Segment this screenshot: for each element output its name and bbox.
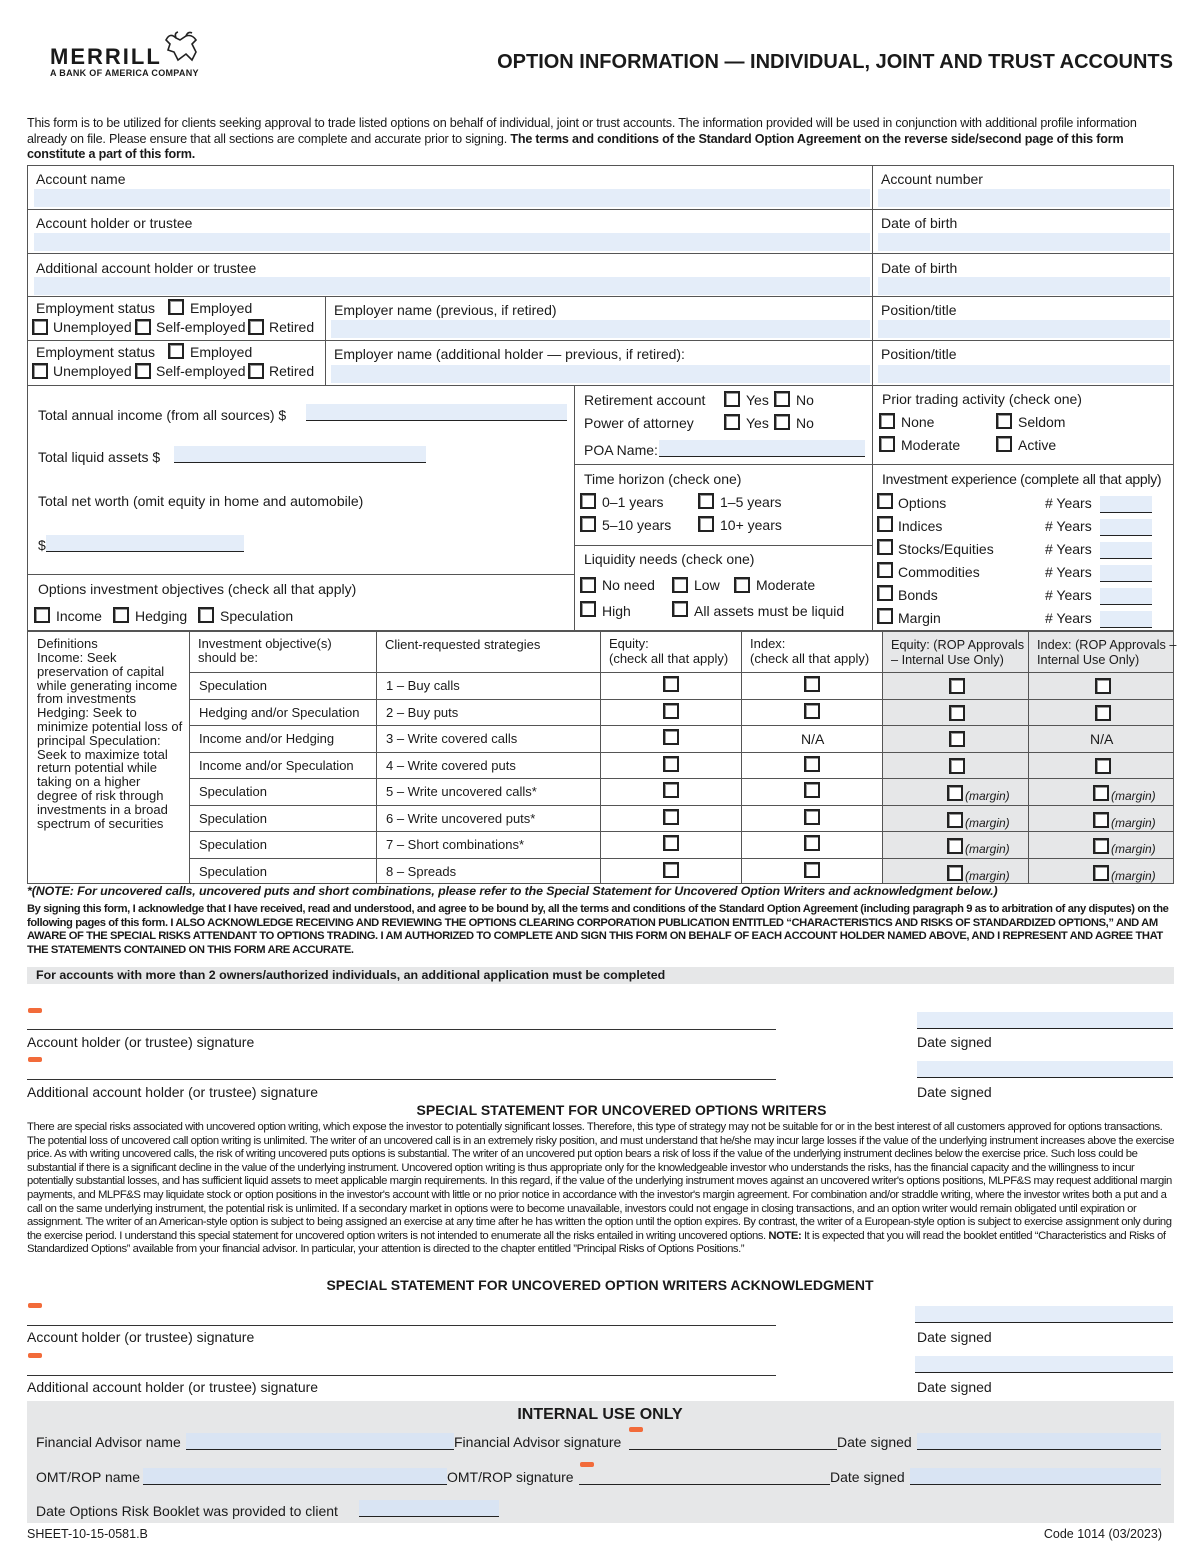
years-field[interactable] (1100, 565, 1152, 582)
self-employed-checkbox[interactable] (135, 319, 151, 335)
index-strategy-checkbox[interactable] (804, 782, 820, 798)
horizon-5-10-label: 5–10 years (602, 517, 672, 533)
fa-date-field[interactable] (917, 1433, 1161, 1450)
prior-none-checkbox[interactable] (879, 413, 895, 429)
special-statement-title: SPECIAL STATEMENT FOR UNCOVERED OPTIONS WRITERS (416, 1102, 827, 1118)
ack-holder-signature-label: Account holder (or trustee) signature (27, 1329, 255, 1345)
sign-here-flag-5 (629, 1427, 643, 1432)
poa-no-checkbox[interactable] (774, 414, 790, 430)
equity-rop-column-header: Equity: (ROP Approvals – Internal Use Only) (891, 638, 1025, 667)
fa-signature-label: Financial Advisor signature (454, 1434, 622, 1450)
strategy-cell: 1 – Buy calls (386, 678, 460, 693)
equity-margin-label: (margin) (965, 816, 1010, 830)
poa-yes-label: Yes (746, 415, 769, 431)
employed-label: Employed (190, 300, 253, 316)
objective-cell: Speculation (199, 784, 267, 799)
years-field[interactable] (1100, 519, 1152, 536)
index-margin-label: (margin) (1111, 789, 1156, 803)
unemployed-label: Unemployed (53, 319, 132, 335)
employed-label-2: Employed (190, 344, 253, 360)
speculation-objective-checkbox[interactable] (198, 607, 214, 623)
index-strategy-checkbox[interactable] (804, 862, 820, 878)
poa-yes-checkbox[interactable] (724, 414, 740, 430)
liquidity-no-need-label: No need (602, 577, 655, 593)
additional-application-text: For accounts with more than 2 owners/authorized individuals, an additional application must be completed (36, 968, 666, 982)
equity-rop-checkbox[interactable] (949, 731, 965, 747)
index-rop-checkbox[interactable] (1095, 758, 1111, 774)
liquidity-low-label: Low (694, 577, 720, 593)
objective-cell: Speculation (199, 811, 267, 826)
sign-here-flag-3 (28, 1303, 42, 1308)
years-label: # Years (1045, 541, 1092, 557)
prior-none-label: None (901, 414, 935, 430)
hedging-objective-checkbox[interactable] (113, 607, 129, 623)
retired-label-2: Retired (269, 363, 315, 379)
years-label: # Years (1045, 587, 1092, 603)
equity-strategy-checkbox[interactable] (663, 782, 679, 798)
dob2-field[interactable] (878, 277, 1170, 295)
index-column-subheader: (check all that apply) (750, 651, 870, 666)
intro-paragraph (27, 116, 1173, 163)
table-row-divider (189, 699, 1174, 700)
definitions-title: Definitions (37, 636, 98, 651)
add-holder-date-label: Date signed (917, 1084, 992, 1100)
account-name-field[interactable] (34, 189, 870, 207)
dob1-field[interactable] (878, 233, 1170, 251)
index-strategy-checkbox[interactable] (804, 809, 820, 825)
uncovered-note: *(NOTE: For uncovered calls, uncovered puts and short combinations, please refer to the Special Statement for Uncovered Option Writers and acknowledgment below.) (27, 884, 998, 898)
equity-rop-margin-checkbox[interactable] (947, 785, 963, 801)
years-label: # Years (1045, 564, 1092, 580)
holder-date-label: Date signed (917, 1034, 992, 1050)
special-statement-body (27, 1121, 1175, 1257)
experience-item-label: Margin (898, 610, 941, 626)
income-objective-label: Income (56, 608, 102, 624)
equity-strategy-checkbox[interactable] (663, 676, 679, 692)
self-employed-checkbox-2[interactable] (135, 363, 151, 379)
equity-margin-label: (margin) (965, 842, 1010, 856)
omt-signature-label: OMT/ROP signature (447, 1469, 574, 1485)
index-rop-checkbox[interactable] (1095, 705, 1111, 721)
liquid-assets-field[interactable] (174, 446, 426, 463)
acknowledgment-title: SPECIAL STATEMENT FOR UNCOVERED OPTION WRITERS ACKNOWLEDGMENT (326, 1277, 874, 1293)
experience-checkbox[interactable] (877, 516, 893, 532)
horizon-10-plus-checkbox[interactable] (698, 516, 714, 532)
strategy-cell: 4 – Write covered puts (386, 758, 516, 773)
net-worth-dollar: $ (38, 537, 46, 553)
intro-bold-text: The terms and conditions of the Standard Option Agreement on the reverse side/second page of this form constitute a part of this form. (27, 131, 1124, 161)
retirement-no-label: No (796, 392, 814, 408)
prior-moderate-checkbox[interactable] (879, 436, 895, 452)
omt-signature-field[interactable] (579, 1468, 830, 1485)
acknowledgment-text: By signing this form, I acknowledge that I have received, read and understood, and agree to be bound by, all the terms and conditions of the Standard Option Agreement (including paragraph 9 as to arbitration of any disputes) on the following pages of this form. I ALSO ACKNOWLEDGE RECEIVING AND REVIEWING THE OPTIONS CLEARING CORPORATION PUBLICATION ENTITLED “CHARACTERISTICS AND RISKS OF STANDARDIZED OPTIONS,” AND AM AWARE OF THE SPECIAL RISKS ATTENDANT TO OPTIONS TRADING. I AM AUTHORIZED TO COMPLETE AND SIGN THIS FORM ON BEHALF OF EACH ACCOUNT HOLDER NAMED ABOVE, AND I REPRESENT AND AGREE THAT THE STATEMENTS CONTAINED ON THIS FORM ARE ACCURATE. (27, 903, 1169, 956)
time-horizon-label: Time horizon (check one) (584, 471, 742, 487)
table-column-divider (882, 631, 883, 884)
retirement-yes-label: Yes (746, 392, 769, 408)
net-worth-label: Total net worth (omit equity in home and automobile) (38, 493, 364, 509)
prior-trading-label: Prior trading activity (check one) (882, 391, 1082, 407)
definitions-text: Income: Seek preservation of capital while generating income from investments Hedging: Seek to minimize potential loss of principal Speculation: Seek to maximize total return potential while taking on a higher degree of risk through investments in a broad spectrum of securities (37, 650, 183, 831)
brand-name: MERRILL (50, 44, 162, 69)
equity-strategy-checkbox[interactable] (663, 809, 679, 825)
strategy-cell: 6 – Write uncovered puts* (386, 811, 536, 826)
ack-add-holder-signature-line[interactable] (27, 1375, 776, 1376)
strategy-cell: 3 – Write covered calls (386, 731, 518, 746)
years-label: # Years (1045, 610, 1092, 626)
liquidity-moderate-label: Moderate (756, 577, 816, 593)
table-row-divider (189, 672, 1174, 673)
employer2-label: Employer name (additional holder — previous, if retired): (334, 346, 685, 362)
equity-strategy-checkbox[interactable] (663, 703, 679, 719)
fa-name-field[interactable] (186, 1433, 454, 1450)
account-name-label: Account name (36, 171, 126, 187)
table-row-divider (189, 752, 1174, 753)
experience-item-label: Indices (898, 518, 943, 534)
equity-margin-label: (margin) (965, 869, 1010, 883)
brand-subtitle: A BANK OF AMERICA COMPANY (50, 68, 199, 78)
position2-field[interactable] (878, 365, 1170, 383)
form-code: Code 1014 (03/2023) (1043, 1527, 1162, 1541)
liquidity-high-label: High (602, 603, 631, 619)
holder-signature-label: Account holder (or trustee) signature (27, 1034, 255, 1050)
sign-here-flag (28, 1008, 42, 1013)
add-holder-signature-label: Additional account holder (or trustee) signature (27, 1084, 319, 1100)
strategy-cell: 2 – Buy puts (386, 705, 459, 720)
position1-field[interactable] (878, 320, 1170, 338)
account-number-field[interactable] (878, 189, 1170, 207)
experience-checkbox[interactable] (877, 585, 893, 601)
omt-date-field[interactable] (910, 1468, 1161, 1485)
fa-signature-field[interactable] (629, 1433, 837, 1450)
index-rop-margin-checkbox[interactable] (1093, 785, 1109, 801)
ack-holder-date-field[interactable] (915, 1306, 1173, 1323)
years-field[interactable] (1100, 496, 1152, 513)
equity-rop-checkbox[interactable] (949, 678, 965, 694)
intro-text: This form is to be utilized for clients seeking approval to trade listed options on behalf of individual, joint or trust accounts. The information provided will be used in conjunction with additional profile information already on file. Please ensure that all sections are complete and accurate prior to signing. (27, 116, 1137, 146)
ack-add-holder-date-field[interactable] (915, 1356, 1173, 1373)
account-holder-field[interactable] (34, 233, 870, 251)
sheet-code: SHEET-10-15-0581.B (27, 1527, 148, 1541)
fa-name-label: Financial Advisor name (36, 1434, 181, 1450)
objectives-label: Options investment objectives (check all that apply) (38, 581, 357, 597)
experience-item-label: Bonds (898, 587, 938, 603)
retirement-no-checkbox[interactable] (774, 391, 790, 407)
objective-cell: Speculation (199, 837, 267, 852)
special-body-text: There are special risks associated with uncovered option writing, which expose the investor to potentially significant losses. Therefore, this type of strategy may not be suitable for or in the best interest of all customers approved for options transactions. The potential loss of uncovered call option writing is unlimited. The writer of an uncovered call is in an extremely risky position, and must understand that he/she may incur large losses if the value of the underlying instrument increases above the exercise price. As with writing uncovered calls, the risk of writing uncovered puts options is substantial. The writer of an uncovered put option bears a risk of loss if the value of the underlying instrument declines below the exercise price. Such loss could be substantial if there is a significant decline in the value of the underlying instrument. Uncovered option writing is thus appropriate only for the knowledgeable investor who understands the risks, has the financial capacity and the willingness to incur potentially substantial losses, and has sufficient liquid assets to meet applicable margin requirements. In this regard, if the value of the underlying instrument moves against an uncovered writer's options positions, MLPF&S may request additional margin payments, and MLPF&S may liquidate stock or option positions in the investor's account with little or no prior notice in accordance with the investor's margin agreement. For combination and/or straddle writing, where the investor writes both a put and a call on the same underlying instrument, the potential risk is unlimited. If a secondary market in options were to become unavailable, investors could not engage in closing transactions, and an option writer would remain obligated until expiration or assignment. The writer of an American-style option is subject to being assigned an exercise at any time after he has written the option until the option expires. By contrast, the writer of a European-style option is subject to exercise assignment only during the exercise period. I understand this special statement for uncovered option writers is not intended to enumerate all the risks entailed in writing uncovered options. (27, 1121, 1175, 1242)
self-employed-label-2: Self-employed (156, 363, 246, 379)
booklet-date-field[interactable] (359, 1500, 499, 1517)
prior-active-checkbox[interactable] (996, 436, 1012, 452)
table-column-divider (376, 631, 377, 884)
experience-checkbox[interactable] (877, 493, 893, 509)
table-column-divider (1028, 631, 1029, 884)
objective-column-header: Investment objective(s) should be: (198, 636, 332, 665)
index-margin-label: (margin) (1111, 816, 1156, 830)
add-holder-signature-line[interactable] (27, 1079, 776, 1080)
ack-add-holder-signature-label: Additional account holder (or trustee) signature (27, 1379, 319, 1395)
experience-item-label: Stocks/Equities (898, 541, 994, 557)
ack-add-holder-date-label: Date signed (917, 1379, 992, 1395)
holder-signature-line[interactable] (27, 1029, 776, 1030)
equity-rop-margin-checkbox[interactable] (947, 812, 963, 828)
unemployed-checkbox-2[interactable] (32, 363, 48, 379)
table-column-divider (741, 631, 742, 884)
poa-label: Power of attorney (584, 415, 694, 431)
booklet-date-label: Date Options Risk Booklet was provided to client (36, 1503, 338, 1519)
experience-checkbox[interactable] (877, 608, 893, 624)
experience-item-label: Options (898, 495, 947, 511)
unemployed-checkbox[interactable] (32, 319, 48, 335)
retired-label: Retired (269, 319, 315, 335)
equity-strategy-checkbox[interactable] (663, 862, 679, 878)
retirement-yes-checkbox[interactable] (724, 391, 740, 407)
poa-name-field[interactable] (659, 440, 865, 457)
experience-checkbox[interactable] (877, 562, 893, 578)
index-strategy-checkbox[interactable] (804, 756, 820, 772)
strategies-column-header: Client-requested strategies (385, 637, 541, 652)
index-rop-na-text: N/A (1090, 731, 1114, 747)
years-label: # Years (1045, 518, 1092, 534)
table-column-divider (600, 631, 601, 884)
prior-seldom-label: Seldom (1018, 414, 1066, 430)
liquidity-no-need-checkbox[interactable] (580, 577, 596, 593)
objective-cell: Income and/or Hedging (199, 731, 335, 746)
omt-date-label: Date signed (830, 1469, 905, 1485)
years-field[interactable] (1100, 588, 1152, 605)
prior-moderate-label: Moderate (901, 437, 961, 453)
experience-item-label: Commodities (898, 564, 980, 580)
net-worth-field[interactable] (46, 535, 244, 552)
poa-no-label: No (796, 415, 814, 431)
index-rop-column-header: Index: (ROP Approvals – Internal Use Only) (1037, 638, 1177, 667)
equity-rop-checkbox[interactable] (949, 758, 965, 774)
page-title: OPTION INFORMATION — INDIVIDUAL, JOINT AND TRUST ACCOUNTS (497, 51, 1173, 73)
table-column-divider (189, 631, 190, 884)
equity-rop-checkbox[interactable] (949, 705, 965, 721)
account-holder-label: Account holder or trustee (36, 215, 193, 231)
dob2-label: Date of birth (881, 260, 958, 276)
horizon-1-5-checkbox[interactable] (698, 493, 714, 509)
index-column-header: Index: (750, 636, 786, 651)
sign-here-flag-4 (28, 1353, 42, 1358)
special-note-text: It is expected that you will read the booklet entitled “Characteristics and Risks of Standardized Options” available from your financial advisor. In particular, your attention is directed to the chapter entitled ”Principal Risks of Options Positions.” (27, 1229, 1166, 1256)
ack-holder-date-label: Date signed (917, 1329, 992, 1345)
table-row-divider (189, 725, 1174, 726)
employer1-label: Employer name (previous, if retired) (334, 302, 557, 318)
years-field[interactable] (1100, 611, 1152, 628)
objective-cell: Income and/or Speculation (199, 758, 354, 773)
employed-checkbox-2[interactable] (168, 343, 184, 359)
index-rop-margin-checkbox[interactable] (1093, 812, 1109, 828)
employment-status-label-2: Employment status (36, 344, 156, 360)
objective-cell: Speculation (199, 864, 267, 879)
horizon-0-1-checkbox[interactable] (580, 493, 596, 509)
index-strategy-checkbox[interactable] (804, 676, 820, 692)
years-field[interactable] (1100, 542, 1152, 559)
employed-checkbox[interactable] (168, 299, 184, 315)
omt-name-label: OMT/ROP name (36, 1469, 140, 1485)
index-rop-margin-checkbox[interactable] (1093, 865, 1109, 881)
add-holder-date-field[interactable] (917, 1061, 1173, 1078)
horizon-1-5-label: 1–5 years (720, 494, 782, 510)
index-strategy-checkbox[interactable] (804, 835, 820, 851)
index-margin-label: (margin) (1111, 869, 1156, 883)
hedging-objective-label: Hedging (135, 608, 188, 624)
bull-icon (162, 30, 202, 64)
equity-rop-margin-checkbox[interactable] (947, 865, 963, 881)
income-objective-checkbox[interactable] (34, 607, 50, 623)
index-rop-checkbox[interactable] (1095, 678, 1111, 694)
retired-checkbox-2[interactable] (248, 363, 264, 379)
liquidity-all-label: All assets must be liquid (694, 603, 845, 619)
position1-label: Position/title (881, 302, 957, 318)
equity-column-header: Equity: (609, 636, 649, 651)
special-note-label: NOTE: (768, 1229, 802, 1242)
employer2-field[interactable] (331, 365, 870, 383)
additional-holder-field[interactable] (34, 277, 870, 295)
table-row-divider (189, 858, 1174, 859)
liquidity-low-checkbox[interactable] (672, 577, 688, 593)
strategy-cell: 7 – Short combinations* (386, 837, 525, 852)
sign-here-flag-6 (580, 1462, 594, 1467)
strategy-cell: 8 – Spreads (386, 864, 457, 879)
self-employed-label: Self-employed (156, 319, 246, 335)
horizon-10-plus-label: 10+ years (720, 517, 782, 533)
internal-use-title: INTERNAL USE ONLY (517, 1406, 683, 1423)
ack-holder-signature-line[interactable] (27, 1325, 776, 1326)
liquidity-high-checkbox[interactable] (580, 601, 596, 617)
account-number-label: Account number (881, 171, 983, 187)
holder-date-field[interactable] (917, 1012, 1173, 1029)
index-strategy-checkbox[interactable] (804, 703, 820, 719)
speculation-objective-label: Speculation (220, 608, 294, 624)
unemployed-label-2: Unemployed (53, 363, 132, 379)
poa-name-label: POA Name: (584, 442, 658, 458)
horizon-0-1-label: 0–1 years (602, 494, 664, 510)
retirement-account-label: Retirement account (584, 392, 706, 408)
liquid-assets-label: Total liquid assets $ (38, 449, 161, 465)
prior-active-label: Active (1018, 437, 1057, 453)
strategy-cell: 5 – Write uncovered calls* (386, 784, 537, 799)
equity-rop-margin-checkbox[interactable] (947, 838, 963, 854)
equity-strategy-checkbox[interactable] (663, 756, 679, 772)
merrill-logo (50, 28, 220, 80)
employer1-field[interactable] (331, 320, 870, 338)
table-row-divider (189, 805, 1174, 806)
equity-strategy-checkbox[interactable] (663, 729, 679, 745)
position2-label: Position/title (881, 346, 957, 362)
index-na-text: N/A (801, 731, 825, 747)
horizon-5-10-checkbox[interactable] (580, 516, 596, 532)
employment-status-label: Employment status (36, 300, 156, 316)
investment-experience-label: Investment experience (complete all that apply) (882, 471, 1162, 487)
objective-cell: Speculation (199, 678, 267, 693)
equity-margin-label: (margin) (965, 789, 1010, 803)
table-row-divider (189, 778, 1174, 779)
liquidity-label: Liquidity needs (check one) (584, 551, 755, 567)
liquidity-all-checkbox[interactable] (672, 601, 688, 617)
index-rop-margin-checkbox[interactable] (1093, 838, 1109, 854)
income-label: Total annual income (from all sources) $ (38, 407, 287, 423)
income-field[interactable] (306, 404, 567, 421)
sign-here-flag-2 (28, 1057, 42, 1062)
retired-checkbox[interactable] (248, 319, 264, 335)
omt-name-field[interactable] (143, 1468, 447, 1485)
fa-date-label: Date signed (837, 1434, 912, 1450)
prior-seldom-checkbox[interactable] (996, 413, 1012, 429)
objective-cell: Hedging and/or Speculation (199, 705, 360, 720)
experience-checkbox[interactable] (877, 539, 893, 555)
additional-holder-label: Additional account holder or trustee (36, 260, 257, 276)
dob1-label: Date of birth (881, 215, 958, 231)
years-label: # Years (1045, 495, 1092, 511)
liquidity-moderate-checkbox[interactable] (734, 577, 750, 593)
table-row-divider (189, 831, 1174, 832)
index-margin-label: (margin) (1111, 842, 1156, 856)
equity-column-subheader: (check all that apply) (609, 651, 729, 666)
equity-strategy-checkbox[interactable] (663, 835, 679, 851)
